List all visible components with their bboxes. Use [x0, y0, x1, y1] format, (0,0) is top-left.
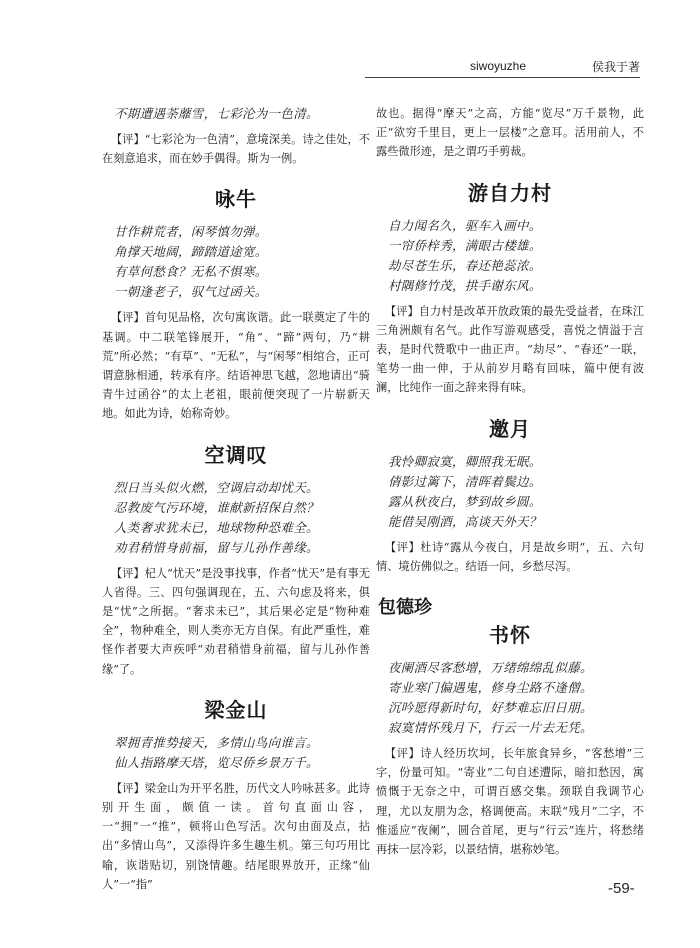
poem-yao-yue — [376, 416, 644, 576]
poem-line: 沉吟愿得新时句，好梦难忘旧日朋。 — [388, 700, 593, 716]
poem-line: 有草何愁食？无私不惧寒。 — [114, 264, 268, 280]
header-rule — [365, 77, 640, 78]
comment-continuation: 故也。据得“摩天”之高，方能“览尽”万千景物，此正“欲穷千里目，更上一层楼”之意耳。活用前人，不露些微形迹，是之谓巧手剪裁。 — [376, 107, 644, 159]
section-author-heading: 包德珍 — [378, 597, 432, 619]
poem-title: 空调叹 — [204, 442, 268, 467]
poem-comment: 【评】“七彩沦为一色清”，意境深美。诗之佳处，不在刻意追求，而在妙手偶得。斯为一例。 — [102, 133, 370, 166]
poem-line: 自力闻名久，驱车入画中。 — [388, 217, 542, 233]
poem-line: 烈日当头似火燃，空调启动却忧天。 — [114, 479, 319, 495]
poem-line: 我怜卿寂寞，卿照我无眠。 — [388, 453, 542, 469]
poem-title: 邀月 — [489, 416, 531, 441]
poem-title: 咏牛 — [215, 187, 257, 212]
poem-line: 夜阑酒尽客愁增，万绪绵绵乱似藤。 — [388, 660, 593, 676]
poem-line: 不期遭遇荼蘼雪，七彩沦为一色清。 — [114, 106, 319, 121]
poem-line: 翠拥青推势接天，多情山鸟向谁言。 — [114, 734, 319, 750]
poem-line: 寂寞情怀残月下，行云一片去无凭。 — [388, 720, 593, 736]
poem-you-zi-li-cun — [376, 180, 644, 398]
poem-comment: 【评】自力村是改革开放政策的最先受益者，在珠江三角洲颇有名气。此作写游观感受，喜悦之情溢于言表，是时代赞歌中一曲正声。“劫尽”、“春还”一联，笔势一曲一伸，于从前岁月略有回味，篇中便有波澜，比纯作一面之辞来得有味。 — [376, 304, 644, 395]
poem-shu-huai — [376, 622, 644, 859]
page-number: -59- — [608, 880, 635, 897]
poem-comment: 【评】诗人经历坎坷，长年旅食异乡，“客愁增”三字，份量可知。“寄业”二句自述遭际，暗扣愁因，寓愤慨于无奈之中，可谓百感交集。颈联自我调节心理，尤以友朋为念，格调便高。末联“残月”二字，不惟遥应“夜阑”，圆合首尾，更与“行云”连片，将愁绪再抹一层冷彩，以景结情，堪称妙笔。 — [376, 747, 644, 857]
left-column — [102, 104, 370, 894]
poem-line: 角撑天地阔，蹄踏道途宽。 — [114, 244, 268, 260]
poem-line: 倩影过篱下，清晖着鬓边。 — [388, 473, 542, 489]
poem-line: 人类奢求犹未已，地球物种恐难全。 — [114, 519, 319, 535]
poem-line: 劝君稍惜身前福，留与儿孙作善缘。 — [114, 539, 319, 555]
poem-yong-niu — [102, 186, 370, 423]
header-author: 侯我于著 — [591, 60, 640, 74]
poem-liang-jin-shan — [102, 697, 370, 894]
poem-comment: 【评】梁金山为开平名胜，历代文人吟咏甚多。此诗别开生面，颇值一读。首句直面山容，一“拥”一“推”，顿将山色写活。次句由面及点，拈出“多情山鸟”，又添得许多生趣生机。第三句巧用比喻，诙谐贴切，别饶情趣。结尾眼界放开，正缘“仙人”一“指” — [102, 781, 370, 891]
poem-comment: 【评】杜诗“露从今夜白，月是故乡明”，五、六句情、境仿佛似之。结语一问，乡愁尽泻。 — [376, 540, 644, 573]
poem-line: 寄业寒门偏遇鬼，修身尘路不逢僧。 — [388, 680, 593, 696]
poem-line: 一帘侨梓秀，满眼古楼雄。 — [388, 237, 542, 253]
poem-kong-tiao-tan — [102, 442, 370, 679]
poem-line: 能借吴刚酒，高谈天外天？ — [388, 513, 542, 529]
poem-line: 甘作耕荒者，闲琴慎勿弹。 — [114, 224, 268, 240]
poem-comment: 【评】首句见品格，次句寓诙谐。此一联奠定了牛的基调。中二联笔锋展开，“角”、“蹄”两句，乃“耕荒”所必然；“有草”、“无私”，与“闲琴”相绾合，正可谓意脉相通，转承有序。结语神思飞越，忽地请出“骑青牛过函谷”的太上老祖，眼前便突现了一片崭新天地。如此为诗，始称奇妙。 — [102, 311, 370, 421]
poem-title: 梁金山 — [204, 697, 268, 722]
header-site-name: siwoyuzhe — [470, 59, 527, 73]
poem-line: 村隅修竹茂，拱手谢东风。 — [388, 277, 542, 293]
poem-line: 仙人指路摩天塔，览尽侨乡景万千。 — [114, 754, 319, 770]
poem-line: 忍教废气污环境，谁献新招保自然？ — [114, 499, 319, 515]
poem-comment: 【评】杞人“忧天”是没事找事，作者“忧天”是有事无人省得。三、四句强调现在，五、六句虑及将来，俱是“忧”之所据。“奢求未已”，其后果必定是“物种难全”，物种难全，则人类亦无方自保。有此严重性，难怪作者要大声疾呼“劝君稍惜身前福，留与儿孙作善缘”了。 — [102, 566, 370, 676]
running-header — [470, 58, 640, 78]
poem-line: 一朝逢老子，驭气过函关。 — [114, 284, 268, 300]
poem-title: 书怀 — [489, 623, 531, 648]
right-column — [376, 104, 644, 859]
poem-line: 劫尽苍生乐，春还艳蕊浓。 — [388, 257, 542, 273]
poem-line: 露从秋夜白，梦到故乡圆。 — [388, 493, 542, 509]
poem-title: 游自力村 — [468, 180, 552, 205]
